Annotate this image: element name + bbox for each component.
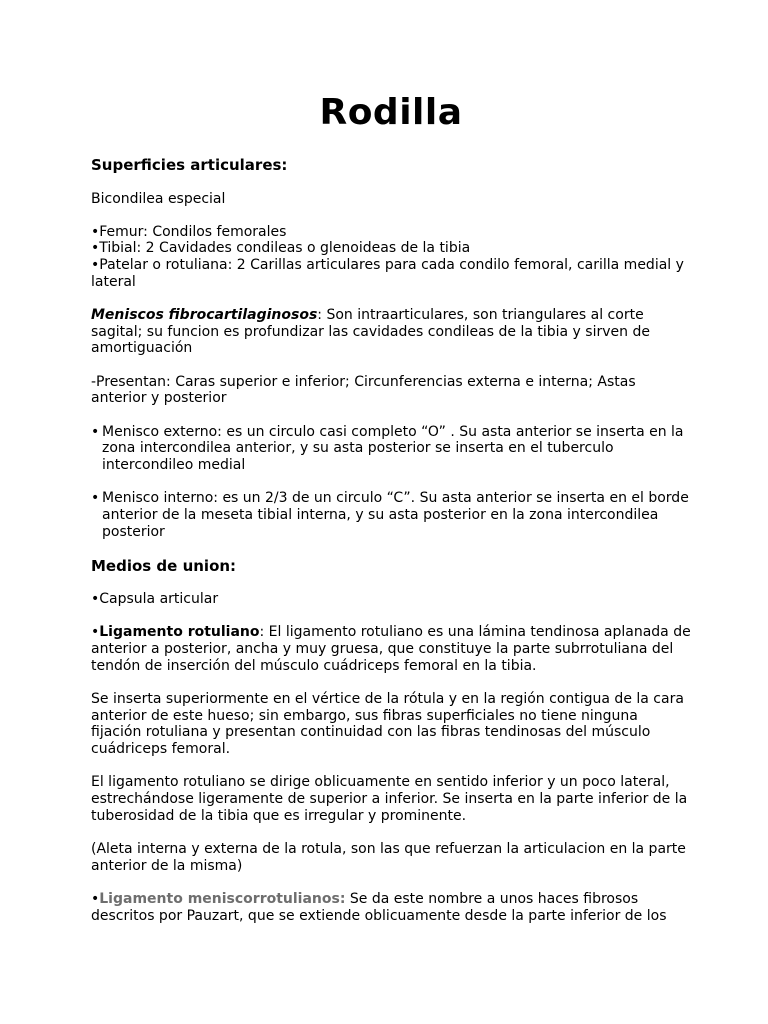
superficie-tibial: •Tibial: 2 Cavidades condileas o glenoideas de la tibia [91, 240, 471, 257]
bullet-icon: • [91, 624, 100, 641]
heading-medios-union: Medios de union: [91, 556, 237, 575]
superficies-intro: Bicondilea especial [91, 190, 226, 207]
page-title: Rodilla [319, 92, 463, 133]
document-page [91, 88, 691, 924]
meniscos-presentan: -Presentan: Caras superior e inferior; Circunferencias externa e interna; Astas anterior y posterior [91, 373, 636, 407]
superficie-femur: •Femur: Condilos femorales [91, 223, 287, 240]
insercion-paragraph: Se inserta superiormente en el vértice de la rótula y en la región contigua de la cara anterior de este hueso; sin embargo, sus fibras superficiales no tiene ninguna fijación rotuliana y presentan continuidad con las fibras tendinosas del músculo cuádriceps femoral. [91, 691, 684, 758]
menisco-interno-text: Menisco interno: es un 2/3 de un circulo “C”. Su asta anterior se inserta en el borde anterior de la meseta tibial interna, y su asta posterior en la zona intercondilea posterior [102, 490, 689, 540]
meniscos-paragraph [91, 307, 691, 357]
ligamento-rotuliano-text: : El ligamento rotuliano es una lámina tendinosa aplanada de anterior a posterior, ancha y muy gruesa, que constituye la parte subrrotuliana del tendón de inserción del músculo cuádriceps femoral en la tibia. [91, 624, 691, 674]
list-item-menisco-interno [91, 490, 691, 540]
bullet-icon: • [91, 490, 100, 507]
bullet-icon: • [91, 423, 100, 440]
heading-superficies: Superficies articulares: [91, 156, 288, 174]
meniscos-text: : Son intraarticulares, son triangulares al corte sagital; su funcion es profundizar las cavidades condileas de la tibia y sirven de amortiguación [91, 307, 650, 357]
superficie-patelar: •Patelar o rotuliana: 2 Carillas articulares para cada condilo femoral, carilla medial y lateral [91, 257, 684, 290]
meniscorrotulianos-term: Ligamento meniscorrotulianos: [99, 890, 346, 907]
menisco-externo-text: Menisco externo: es un circulo casi completo “O” . Su asta anterior se inserta en la zona intercondilea anterior, y su asta posterior se inserta en el tuberculo intercondileo medial [102, 423, 684, 473]
ligamento-rotuliano-paragraph [91, 624, 691, 674]
meniscos-term: Meniscos fibrocartilaginosos [91, 307, 318, 324]
capsula-articular: •Capsula articular [91, 591, 219, 608]
meniscorrotulianos-text: Se da este nombre a unos haces fibrosos descritos por Pauzart, que se extiende oblicuamente desde la parte inferior de los [91, 890, 667, 924]
aleta-paragraph: (Aleta interna y externa de la rotula, son las que refuerzan la articulacion en la parte anterior de la misma) [91, 840, 686, 874]
meniscorrotulianos-paragraph [91, 891, 691, 924]
bullet-icon: • [91, 890, 100, 907]
ligamento-rotuliano-term: Ligamento rotuliano [99, 624, 260, 641]
direccion-paragraph: El ligamento rotuliano se dirige oblicuamente en sentido inferior y un poco lateral, estrechándose ligeramente de superior a inferior. Se inserta en la parte inferior de la tuberosidad de la tibia que es irregular y prominente. [91, 774, 688, 824]
list-item-menisco-externo [91, 424, 691, 474]
